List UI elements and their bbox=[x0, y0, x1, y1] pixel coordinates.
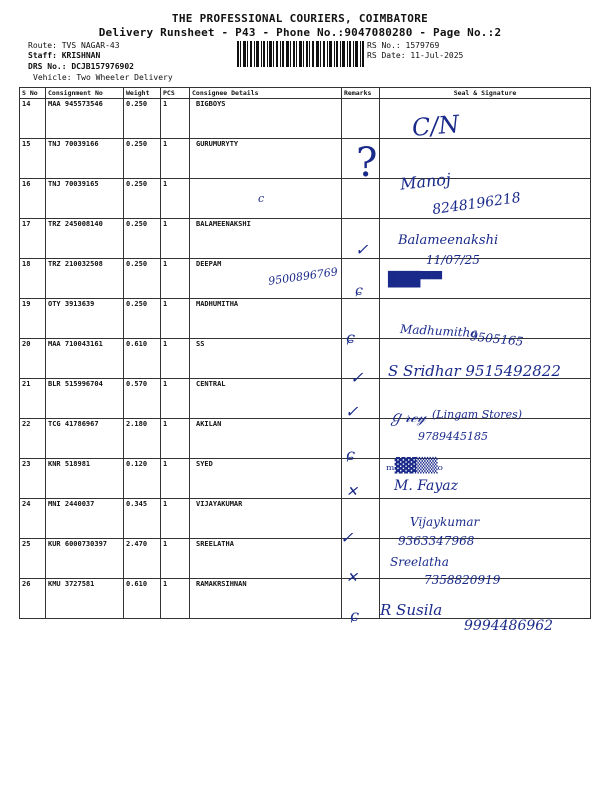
rs-date-line bbox=[367, 51, 463, 61]
route-value: TVS NAGAR-43 bbox=[61, 41, 120, 50]
cell-consignee: GURUMURYTY bbox=[190, 139, 342, 179]
phone-22: 9789445185 bbox=[418, 430, 488, 443]
drs-value: DCJB157976902 bbox=[71, 62, 134, 71]
cell-cno: MNI 2440037 bbox=[46, 499, 124, 539]
signature-14: C/N bbox=[410, 109, 461, 143]
col-header: S No bbox=[20, 88, 46, 99]
staff-value: KRISHNAN bbox=[61, 51, 101, 60]
cell-sno: 16 bbox=[20, 179, 46, 219]
rs-date-value: 11-Jul-2025 bbox=[410, 51, 464, 60]
cell-weight: 2.470 bbox=[124, 539, 161, 579]
cell-sno: 20 bbox=[20, 339, 46, 379]
phone-19: 9505165 bbox=[469, 329, 525, 349]
cell-weight: 0.345 bbox=[124, 499, 161, 539]
table-header-row bbox=[20, 88, 591, 99]
signature-16: Manoj bbox=[399, 169, 452, 194]
cell-cno: KMU 3727581 bbox=[46, 579, 124, 619]
rs-no-line bbox=[367, 41, 439, 51]
signature-23: M. Fayaz bbox=[394, 478, 458, 494]
signature-21: ℊ𝓇ℯ𝓎 bbox=[388, 407, 427, 426]
col-header: PCS bbox=[161, 88, 190, 99]
remark-mark-25: ✕ bbox=[346, 570, 358, 586]
cell-weight: 0.610 bbox=[124, 579, 161, 619]
signature-19: Madhumitha bbox=[399, 321, 478, 341]
table-row bbox=[20, 579, 591, 619]
rs-date-label: RS Date: bbox=[367, 51, 406, 60]
cell-consignee: SS bbox=[190, 339, 342, 379]
cell-cno: KUR 6000730397 bbox=[46, 539, 124, 579]
phone-16: 8248196218 bbox=[431, 189, 522, 219]
cell-sno: 21 bbox=[20, 379, 46, 419]
route-label: Route: bbox=[28, 41, 57, 50]
cell-weight: 0.570 bbox=[124, 379, 161, 419]
cell-sno: 18 bbox=[20, 259, 46, 299]
cell-consignee: CENTRAL bbox=[190, 379, 342, 419]
cell-sno: 23 bbox=[20, 459, 46, 499]
mark-16: ⅽ bbox=[258, 192, 265, 205]
runsheet-subtitle: Delivery Runsheet - P43 - Phone No.:9047080280 - Page No.:2 bbox=[98, 26, 502, 39]
drs-line bbox=[28, 62, 134, 72]
col-header: Weight bbox=[124, 88, 161, 99]
cell-weight: 2.180 bbox=[124, 419, 161, 459]
cell-weight: 0.250 bbox=[124, 219, 161, 259]
cell-pcs: 1 bbox=[161, 379, 190, 419]
cell-sno: 17 bbox=[20, 219, 46, 259]
cell-pcs: 1 bbox=[161, 299, 190, 339]
rs-no-value: 1579769 bbox=[405, 41, 440, 50]
cell-cno: TRZ 210032508 bbox=[46, 259, 124, 299]
cell-consignee: AKILAN bbox=[190, 419, 342, 459]
cell-sno: 14 bbox=[20, 99, 46, 139]
phone-25: 7358820919 bbox=[424, 573, 501, 587]
table-row bbox=[20, 539, 591, 579]
remark-mark-24: ✓ bbox=[340, 528, 354, 547]
cell-pcs: 1 bbox=[161, 219, 190, 259]
col-header: Seal & Signature bbox=[380, 88, 591, 99]
scribble-18: ███▀▀ bbox=[388, 272, 442, 288]
cell-pcs: 1 bbox=[161, 579, 190, 619]
table-row bbox=[20, 419, 591, 459]
cell-pcs: 1 bbox=[161, 259, 190, 299]
vehicle-value: Two Wheeler Delivery bbox=[76, 73, 173, 82]
cell-pcs: 1 bbox=[161, 339, 190, 379]
phone-24: 9363347968 bbox=[398, 534, 475, 548]
vehicle-label: Vehicle: bbox=[33, 73, 72, 82]
remark-mark-23: ✕ bbox=[346, 484, 358, 500]
cell-weight: 0.250 bbox=[124, 99, 161, 139]
table-row bbox=[20, 219, 591, 259]
remark-mark-19: ɕ bbox=[346, 328, 355, 347]
cell-weight: 0.250 bbox=[124, 259, 161, 299]
remark-mark-18: ɕ bbox=[355, 283, 363, 299]
phone-18: 9500896769 bbox=[267, 265, 339, 288]
note-21: (Lingam Stores) bbox=[432, 408, 523, 421]
runsheet-table bbox=[19, 87, 591, 619]
staff-label: Staff: bbox=[28, 51, 57, 60]
cell-weight: 0.250 bbox=[124, 299, 161, 339]
cell-remarks bbox=[342, 99, 380, 139]
cell-consignee: VIJAYAKUMAR bbox=[190, 499, 342, 539]
staff-line bbox=[28, 51, 100, 61]
cell-cno: MAA 710043161 bbox=[46, 339, 124, 379]
cell-cno: MAA 945573546 bbox=[46, 99, 124, 139]
remark-mark-15: ? bbox=[356, 140, 378, 186]
cell-consignee: SREELATHA bbox=[190, 539, 342, 579]
cell-sno: 26 bbox=[20, 579, 46, 619]
cell-weight: 0.250 bbox=[124, 139, 161, 179]
cell-cno: TRZ 245008140 bbox=[46, 219, 124, 259]
cell-consignee: RAMAKRSIHNAN bbox=[190, 579, 342, 619]
cell-cno: TNJ 70039166 bbox=[46, 139, 124, 179]
remark-mark-22: ɕ bbox=[346, 445, 355, 464]
cell-sno: 15 bbox=[20, 139, 46, 179]
cell-pcs: 1 bbox=[161, 459, 190, 499]
col-header: Consignment No bbox=[46, 88, 124, 99]
cell-pcs: 1 bbox=[161, 179, 190, 219]
cell-weight: 0.120 bbox=[124, 459, 161, 499]
signature-26: R Susila bbox=[380, 601, 443, 619]
cell-weight: 0.250 bbox=[124, 179, 161, 219]
remark-mark-17: ✓ bbox=[355, 240, 369, 259]
date-17: 11/07/25 bbox=[426, 253, 480, 267]
phone-26: 9994486962 bbox=[464, 618, 554, 634]
cell-pcs: 1 bbox=[161, 99, 190, 139]
route-line bbox=[28, 41, 120, 51]
cell-consignee: SYED bbox=[190, 459, 342, 499]
signature-20: S Sridhar 9515492822 bbox=[388, 362, 561, 380]
cell-cno: KNR 518981 bbox=[46, 459, 124, 499]
remark-mark-26: ɕ bbox=[350, 606, 359, 625]
cell-pcs: 1 bbox=[161, 419, 190, 459]
cell-pcs: 1 bbox=[161, 139, 190, 179]
company-title: THE PROFESSIONAL COURIERS, COIMBATORE bbox=[171, 12, 429, 25]
cell-consignee: MADHUMITHA bbox=[190, 299, 342, 339]
rs-no-label: RS No.: bbox=[367, 41, 401, 50]
cell-pcs: 1 bbox=[161, 499, 190, 539]
table-row bbox=[20, 139, 591, 179]
table-row bbox=[20, 99, 591, 139]
cell-cno: TCG 41786967 bbox=[46, 419, 124, 459]
cell-weight: 0.610 bbox=[124, 339, 161, 379]
signature-17: Balameenakshi bbox=[398, 233, 499, 248]
table-row bbox=[20, 459, 591, 499]
cell-sno: 22 bbox=[20, 419, 46, 459]
cell-cno: OTY 3913639 bbox=[46, 299, 124, 339]
cell-consignee bbox=[190, 179, 342, 219]
col-header: Remarks bbox=[342, 88, 380, 99]
cell-consignee: DEEPAM bbox=[190, 259, 342, 299]
cell-cno: TNJ 70039165 bbox=[46, 179, 124, 219]
cell-consignee: BALAMEENAKSHI bbox=[190, 219, 342, 259]
cell-sno: 24 bbox=[20, 499, 46, 539]
remark-mark-21: ✓ bbox=[345, 402, 359, 421]
remark-mark-20: ✓ bbox=[350, 368, 364, 387]
drs-label: DRS No.: bbox=[28, 62, 67, 71]
cell-sno: 25 bbox=[20, 539, 46, 579]
cell-pcs: 1 bbox=[161, 539, 190, 579]
col-header: Consignee Details bbox=[190, 88, 342, 99]
signature-25: Sreelatha bbox=[390, 555, 449, 569]
table-row bbox=[20, 499, 591, 539]
barcode bbox=[237, 27, 364, 67]
scribble-23: ₘ▓▓▒▒ₒ bbox=[386, 458, 444, 474]
vehicle-line bbox=[33, 73, 173, 83]
cell-cno: BLR 515996704 bbox=[46, 379, 124, 419]
cell-sno: 19 bbox=[20, 299, 46, 339]
cell-consignee: BIGBOYS bbox=[190, 99, 342, 139]
signature-24: Vijaykumar bbox=[410, 515, 480, 529]
